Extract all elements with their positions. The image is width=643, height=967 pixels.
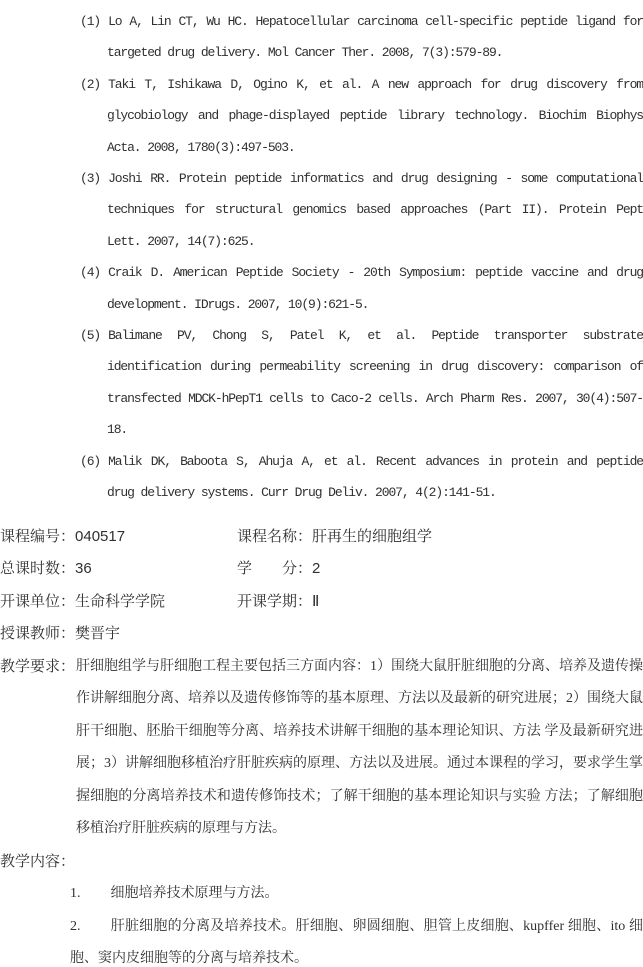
reference-item	[80, 6, 643, 69]
teaching-requirements	[0, 651, 643, 846]
teaching-requirements-text: 肝细胞组学与肝细胞工程主要包括三方面内容：1）围绕大鼠肝脏细胞的分离、培养及遗传操作讲解细胞分离、培养以及遗传修饰等的基本原理、方法以及最新的研究进展；2）围绕大鼠肝干细胞、胚胎干细胞等分离、培养技术讲解干细胞的基本理论知识、方法 学及最新研究进展；3）讲解细胞移植治疗肝脏疾病的原理、方法以及进展。通过本课程的学习，要求学生掌握细胞的分离培养技术和遗传修饰技术；了解干细胞的基本理论知识与实验 方法；了解细胞移植治疗肝脏疾病的原理与方法。	[76, 658, 643, 836]
course-field-label: 开课单位：	[0, 592, 76, 610]
content-item-text: 肝脏细胞的分离及培养技术。肝细胞、卵圆细胞、胆管上皮细胞、kupffer 细胞、ito 细胞、窦内皮细胞等的分离与培养技术。	[70, 918, 643, 966]
reference-number: (3)	[80, 171, 101, 187]
teaching-content-label: 教学内容：	[0, 852, 76, 870]
course-field-value: 2	[312, 560, 321, 577]
course-field-value: 040517	[75, 527, 126, 545]
course-field-label: 课程名称：	[237, 527, 313, 545]
course-field-number	[0, 521, 237, 554]
reference-text: Balimane PV, Chong S, Patel K, et al. Peptide transporter substrate identification during permeability screening in drug discovery: comparison of transfected MDCK-hPepT1 cells to Caco-2 cells. Arch Pharm Res. 2007, 30(4):507-18.	[107, 328, 643, 438]
content-item-text: 细胞培养技术原理与方法。	[110, 886, 279, 901]
reference-number: (1)	[80, 14, 101, 29]
reference-text: Taki T, Ishikawa D, Ogino K, et al. A new approach for drug discovery from glycobiology and phage-displayed peptide library technology. Biochim Biophys Acta. 2008, 1780(3):497-503.	[107, 76, 643, 155]
course-field-value: 樊晋宇	[75, 625, 121, 642]
course-field-name	[237, 521, 643, 554]
reference-number: (2)	[80, 76, 101, 92]
content-item	[70, 911, 643, 967]
course-info-row	[0, 553, 643, 586]
course-field-department	[0, 586, 237, 619]
course-field-label: 课程编号：	[0, 527, 76, 545]
reference-number: (5)	[80, 328, 101, 344]
reference-text: Joshi RR. Protein peptide informatics and drug designing - some computational techniques for structural genomics based approaches (Part II). Protein Pept Lett. 2007, 14(7):625.	[107, 171, 643, 249]
content-item	[70, 878, 643, 911]
course-field-credits	[237, 553, 643, 586]
teaching-content	[0, 846, 643, 967]
reference-item	[80, 320, 643, 446]
course-field-label: 开课学期：	[237, 592, 313, 610]
teaching-requirements-label: 教学要求：	[0, 657, 76, 675]
course-info-row	[0, 521, 643, 554]
reference-item	[80, 446, 643, 509]
course-field-label: 学 分：	[237, 560, 313, 577]
course-field-value: 36	[75, 560, 92, 577]
reference-number: (4)	[80, 265, 101, 281]
reference-text: Lo A, Lin CT, Wu HC. Hepatocellular carcinoma cell-specific peptide ligand for targeted drug delivery. Mol Cancer Ther. 2008, 7(3):579-89.	[107, 14, 643, 61]
course-field-value: Ⅱ	[312, 592, 320, 610]
course-field-value: 生命科学学院	[75, 592, 166, 610]
reference-text: Malik DK, Baboota S, Ahuja A, et al. Recent advances in protein and peptide drug delivery systems. Curr Drug Deliv. 2007, 4(2):141-51.	[107, 453, 643, 501]
course-field-value: 肝再生的细胞组学	[312, 527, 433, 545]
course-info-row	[0, 586, 643, 619]
course-field-label: 总课时数：	[0, 560, 76, 577]
content-item-number: 2.	[70, 918, 81, 934]
reference-item	[80, 69, 643, 163]
reference-item	[80, 257, 643, 320]
reference-number: (6)	[80, 453, 101, 469]
course-field-empty	[237, 618, 643, 651]
course-field-total-hours	[0, 553, 237, 586]
content-item-number: 1.	[70, 886, 81, 901]
course-field-instructor	[0, 618, 237, 651]
reference-text: Craik D. American Peptide Society - 20th Symposium: peptide vaccine and drug development. IDrugs. 2007, 10(9):621-5.	[107, 265, 643, 312]
reference-item	[80, 163, 643, 257]
course-field-label: 授课教师：	[0, 625, 76, 642]
course-field-semester	[237, 586, 643, 619]
course-info	[0, 521, 643, 651]
course-info-row	[0, 618, 643, 651]
